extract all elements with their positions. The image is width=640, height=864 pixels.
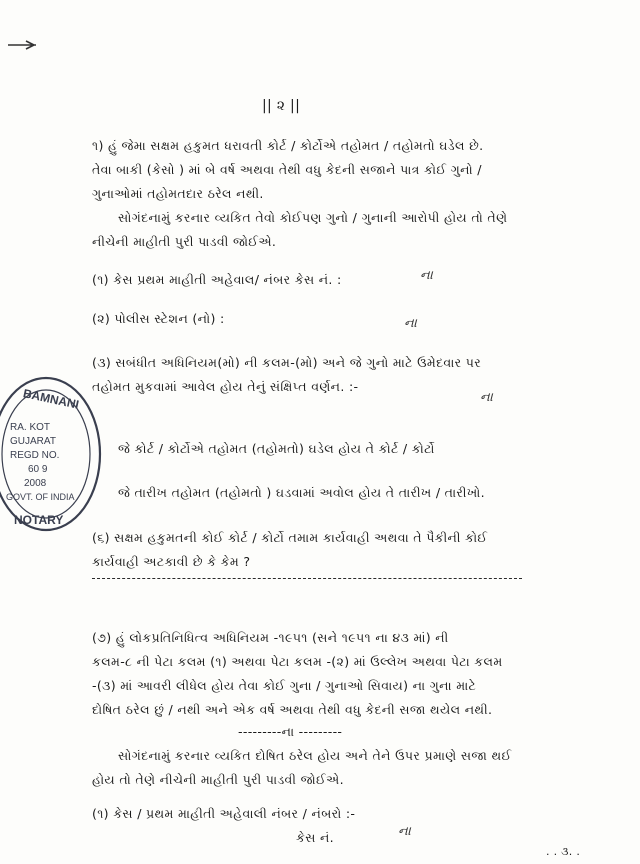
staple-mark: [8, 40, 38, 50]
svg-text:NOTARY: NOTARY: [14, 513, 64, 527]
section1-line: સોગંદનામું કરનાર વ્યકિત તેવો કોઈપણ ગુનો / ગુનાની આરોપી હોય તો તેણે: [118, 210, 508, 225]
svg-text:GUJARAT: GUJARAT: [10, 436, 56, 447]
item-court: જે કોર્ટ / કોર્ટોએ તહોમત (તહોમતો) ઘડેલ હોય તે કોર્ટ / કોર્ટો: [118, 441, 435, 456]
item-police-station: (૨) પોલીસ સ્ટેશન (નો) :: [92, 311, 225, 326]
svg-text:BAMNANI: BAMNANI: [21, 386, 81, 412]
item-proceedings: (૬) સક્ષમ હકુમતની કોઈ કોર્ટ / કોર્ટો તમામ કાર્યવાહી અથવા તે પૈકીની કોઈ: [92, 530, 488, 545]
handwritten-answer: ના: [420, 268, 433, 283]
notary-seal: [0, 372, 104, 536]
item-proceedings-cont: કાર્યવાહી અટકાવી છે કે કેમ ?: [92, 554, 251, 569]
item-date: જે તારીખ તહોમત (તહોમતો ) ઘડવામાં અવોલ હોય તે તારીખ / તારીખો.: [118, 485, 485, 500]
section7-sub1: (૧) કેસ / પ્રથમ માહીતી અહેવાલી નંબર / નંબરો :-: [92, 806, 356, 821]
page-number: || ૨ ||: [262, 98, 301, 114]
dashed-divider: [92, 578, 522, 579]
item-sections: (૩) સબંધીત અધિનિયમ(મો) ની કલમ-(મો) અને જે ગુનો માટે ઉમેદવાર પર: [92, 355, 482, 370]
item-sections-cont: તહોમત મુકવામાં આવેલ હોય તેનું સંક્ષિપ્ત વર્ણન. :-: [92, 379, 359, 394]
section7-line: કલમ-૮ ની પેટા કલમ (૧) અથવા પેટા કલમ -(૨) માં ઉલ્લેખ અથવા પેટા કલમ: [92, 654, 503, 669]
handwritten-answer: ના: [404, 316, 417, 331]
section7-para: સોગંદનામું કરનાર વ્યકિત દોષિત ઠરેલ હોય અને તેને ઉપર પ્રમાણે સજા થઈ: [118, 748, 512, 763]
section7-line: (૭) હું લોકપ્રતિનિધિત્વ અધિનિયમ -૧૯૫૧ (સને ૧૯૫૧ ના ૪૩ માં) ની: [92, 630, 449, 645]
svg-text:2008: 2008: [24, 478, 47, 489]
section7-line: દોષિત ઠરેલ છું / નથી અને એક વર્ષ અથવા તેથી વધુ કેદની સજા થયેલ નથી.: [92, 702, 493, 717]
svg-text:REGD NO.: REGD NO.: [10, 450, 60, 461]
item-case-fir: (૧) કેસ પ્રથમ માહીતી અહેવાલ/ નંબર કેસ નં. :: [92, 272, 342, 287]
section1-line: નીચેની માહીતી પુરી પાડવી જોઈએ.: [92, 234, 277, 249]
continued-marker: . . ૩. .: [546, 845, 581, 858]
handwritten-answer: ના: [480, 390, 493, 405]
case-number-label: કેસ નં.: [296, 830, 334, 845]
svg-text:GOVT. OF INDIA: GOVT. OF INDIA: [6, 492, 75, 502]
answer-line: ---------ના ---------: [238, 724, 343, 739]
section1-line: ૧) હું જેમા સક્ષમ હકુમત ધરાવતી કોર્ટ / કોર્ટોએ તહોમત / તહોમતો ઘડેલ છે.: [92, 138, 484, 153]
section7-para: હોય તો તેણે નીચેની માહીતી પુરી પાડવી જોઈએ.: [92, 772, 344, 787]
handwritten-answer: ના: [398, 824, 411, 839]
section1-line: ગુનાઓમાં તહોમતદાર ઠરેલ નથી.: [92, 186, 264, 201]
svg-text:RA. KOT: RA. KOT: [10, 422, 51, 433]
section1-line: તેવા બાકી (કેસો ) માં બે વર્ષ અથવા તેથી વધુ કેદની સજાને પાત્ર કોઈ ગુનો /: [92, 162, 482, 177]
section7-line: -(૩) માં આવરી લીધેલ હોય તેવા કોઈ ગુના / ગુનાઓ સિવાય) ના ગુના માટે: [92, 678, 477, 693]
svg-text:60 9: 60 9: [28, 464, 48, 475]
